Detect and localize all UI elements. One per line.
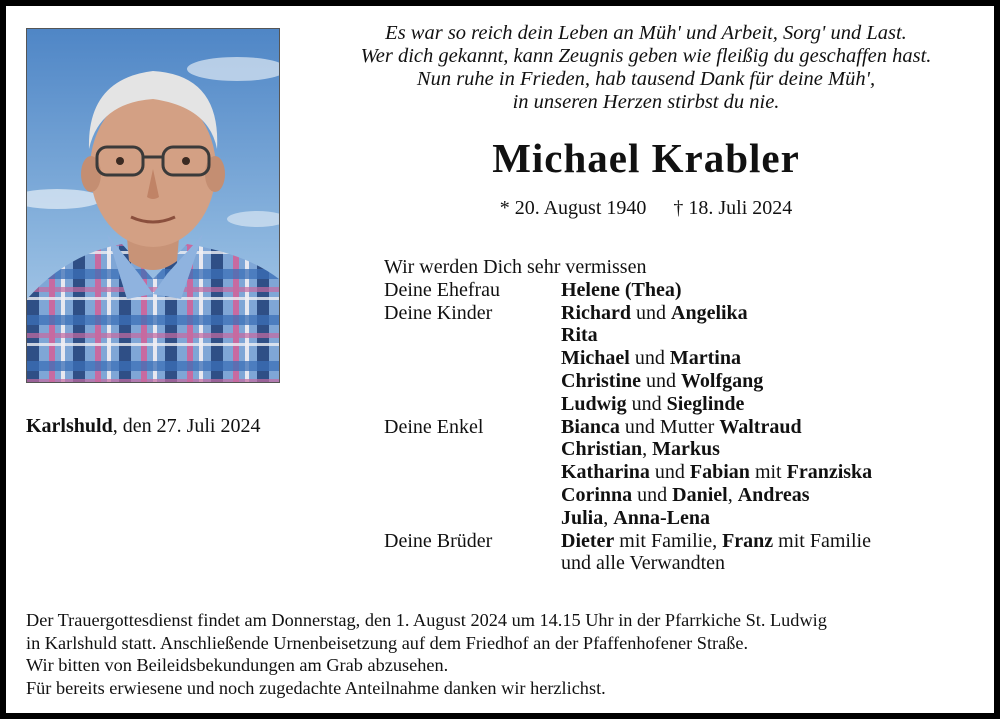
verse-line: Nun ruhe in Frieden, hab tausend Dank für deine Müh', xyxy=(416,68,876,90)
mourner-name: Andreas xyxy=(737,483,810,506)
mourner-name: Christine xyxy=(561,369,641,392)
mourner-line xyxy=(561,438,872,461)
mourner-name: Anna-Lena xyxy=(613,506,710,529)
mourner-name: Richard xyxy=(561,301,631,324)
mourner-connector: und xyxy=(632,483,673,506)
mourner-names xyxy=(561,530,871,576)
mourner-line xyxy=(561,552,871,575)
mourner-line xyxy=(561,393,763,416)
mourner-connector: und xyxy=(649,461,690,484)
mourner-connector: mit xyxy=(749,461,787,484)
mourners-intro: Wir werden Dich sehr vermissen xyxy=(384,256,647,278)
verse-line: Es war so reich dein Leben an Müh' und Arbeit, Sorg' und Last. xyxy=(385,22,907,44)
mourner-connector: und xyxy=(626,392,667,415)
mourner-group xyxy=(384,279,872,302)
mourner-line xyxy=(561,416,872,439)
mourner-connector: , xyxy=(727,483,738,506)
mourner-connector: und xyxy=(641,369,681,392)
deceased-name: Michael Krabler xyxy=(492,135,800,181)
mourner-connector: , xyxy=(642,438,653,461)
mourner-line xyxy=(561,530,871,553)
footer-line: in Karlshuld statt. Anschließende Urnenbeisetzung auf dem Friedhof an der Pfaffenhofener Straße. xyxy=(26,632,749,653)
mourner-names xyxy=(561,302,763,416)
portrait-photo xyxy=(26,28,280,383)
mourner-name: Markus xyxy=(652,438,720,461)
footer-line: Der Trauergottesdienst findet am Donnerstag, den 1. August 2024 um 14.15 Uhr in der Pfarrkiche St. Ludwig xyxy=(26,610,827,630)
notice-date: , den 27. Juli 2024 xyxy=(112,415,261,437)
mourner-name: Rita xyxy=(561,324,598,347)
mourner-name: Michael xyxy=(561,347,630,370)
life-dates xyxy=(306,197,986,220)
mourner-name: Corinna xyxy=(561,483,633,506)
mourner-role: Deine Ehefrau xyxy=(384,278,501,301)
funeral-information xyxy=(26,609,827,699)
place-and-date xyxy=(26,415,260,438)
mourner-line xyxy=(561,347,763,370)
mourner-name: Angelika xyxy=(671,301,748,324)
verse-line: in unseren Herzen stirbst du nie. xyxy=(512,91,780,113)
verse-line: Wer dich gekannt, kann Zeugnis geben wie fleißig du geschaffen hast. xyxy=(360,45,932,67)
mourner-role: Deine Brüder xyxy=(384,529,493,552)
birth-date: * 20. August 1940 xyxy=(499,197,647,219)
mourner-line xyxy=(561,370,763,393)
death-date: † 18. Juli 2024 xyxy=(673,197,793,219)
mourner-group xyxy=(384,530,872,576)
mourner-name: Helene (Thea) xyxy=(561,278,682,301)
mourner-name: Franz xyxy=(722,529,774,552)
mourner-line xyxy=(561,461,872,484)
mourner-name: Wolfgang xyxy=(681,369,764,392)
mourner-group xyxy=(384,416,872,530)
mourner-name: Waltraud xyxy=(719,415,802,438)
mourner-name: Sieglinde xyxy=(666,392,745,415)
mourner-name: Julia xyxy=(561,506,604,529)
mourner-name: Katharina xyxy=(561,461,650,484)
mourner-line xyxy=(561,507,872,530)
memorial-verse xyxy=(306,22,986,114)
mourner-name: Franziska xyxy=(786,461,873,484)
mourner-connector: mit Familie xyxy=(773,529,871,552)
mourner-role: Deine Kinder xyxy=(384,301,493,324)
mourner-connector: mit Familie, xyxy=(614,529,723,552)
footer-line: Für bereits erwiesene und noch zugedachte Anteilnahme danken wir herzlichst. xyxy=(26,677,606,698)
mourner-connector: und xyxy=(631,301,671,324)
mourner-name: Christian xyxy=(561,438,643,461)
portrait-illustration xyxy=(27,29,279,382)
mourner-name: Bianca xyxy=(561,415,620,438)
footer-line: Wir bitten von Beileidsbekundungen am Grab abzusehen. xyxy=(26,655,449,675)
mourner-role: Deine Enkel xyxy=(384,415,484,438)
mourner-connector: , xyxy=(603,506,614,529)
mourner-line xyxy=(561,302,763,325)
mourner-names xyxy=(561,416,872,530)
mourner-name: Daniel xyxy=(672,483,728,506)
mourner-connector: und Mutter xyxy=(619,415,720,438)
mourner-name: Ludwig xyxy=(561,392,627,415)
mourner-group xyxy=(384,302,872,416)
mourner-connector: und alle Verwandten xyxy=(561,552,726,575)
mourner-name: Martina xyxy=(669,347,741,370)
mourner-line xyxy=(561,279,682,302)
mourners-list xyxy=(384,256,872,575)
mourner-name: Fabian xyxy=(689,461,750,484)
mourner-line xyxy=(561,484,872,507)
mourner-connector: und xyxy=(629,347,670,370)
mourner-line xyxy=(561,324,763,347)
place-name: Karlshuld xyxy=(26,415,113,437)
mourner-names xyxy=(561,279,682,302)
mourner-name: Dieter xyxy=(561,529,615,552)
